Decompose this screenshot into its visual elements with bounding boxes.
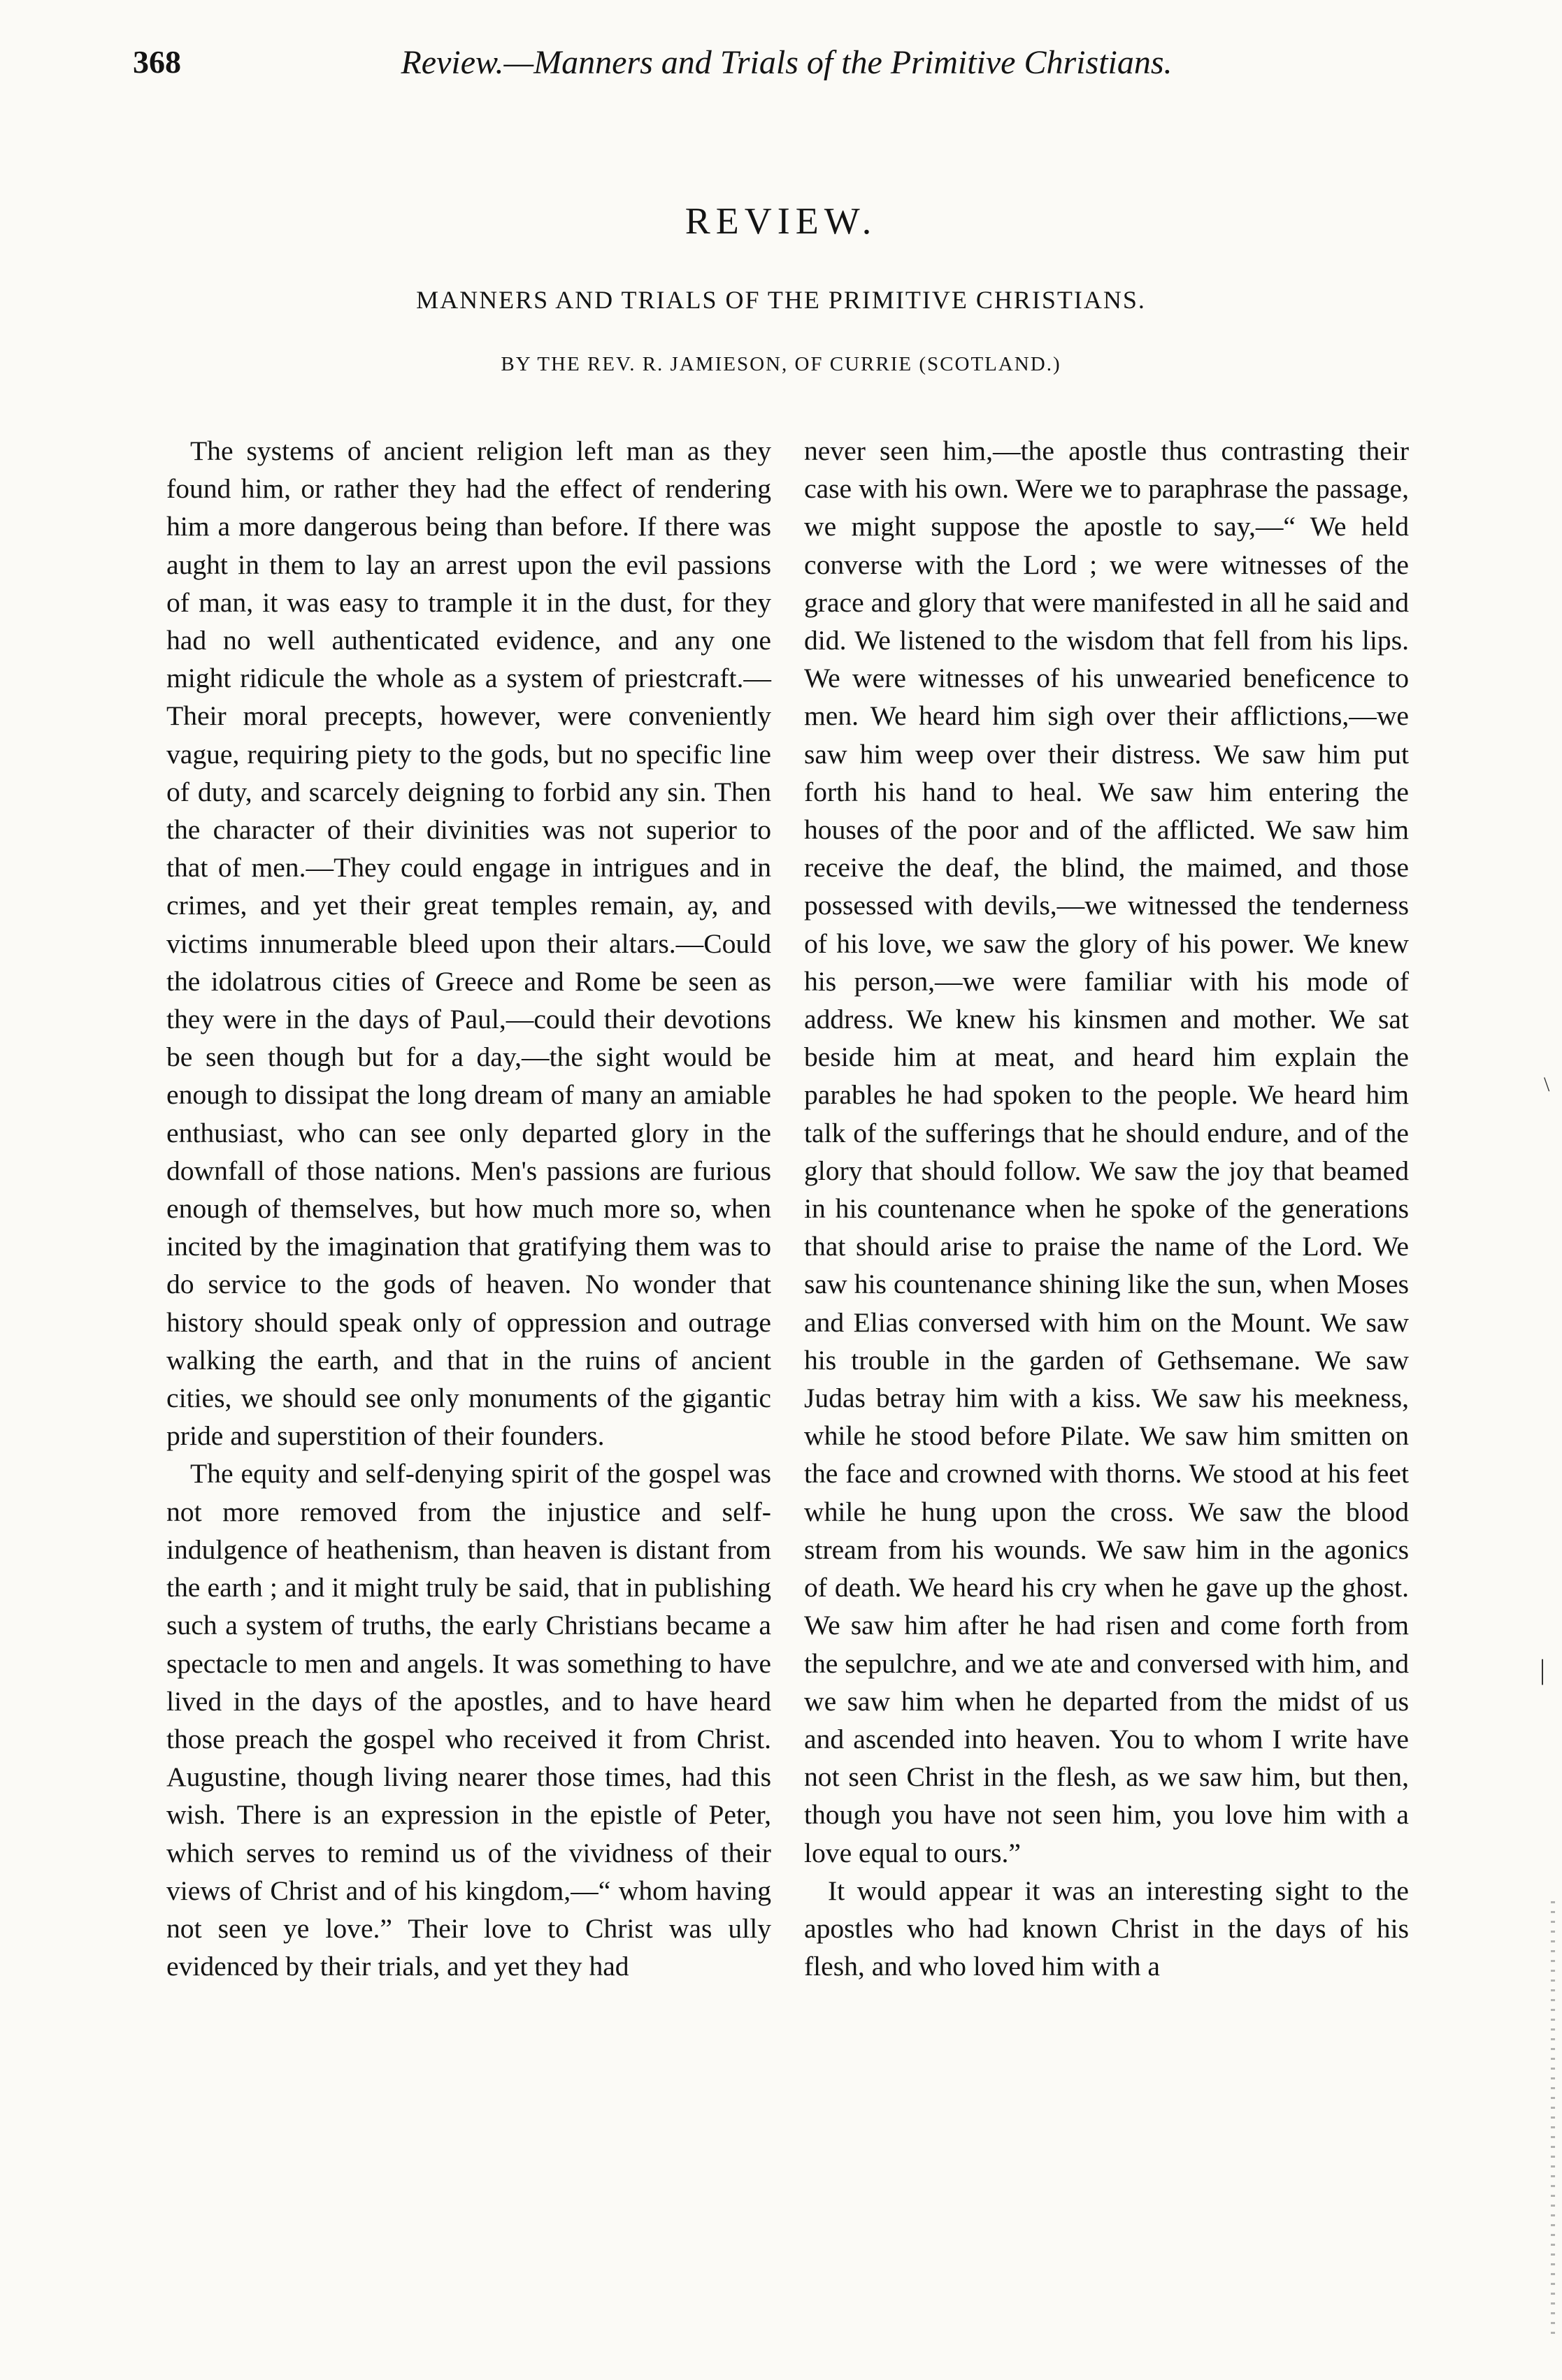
paragraph: The equity and self-denying spirit of the gospel was not more removed from the injustice and self-indulgence of heathenism, than heaven is distant from the earth ; and it might truly be said, that in publishing such a system of truths, the early Christians became a spectacle to men and angels. It was something to have lived in the days of the apostles, and to have heard those preach the gospel who received it from Christ. Augustine, though living nearer those times, had this wish. There is an expression in the epistle of Peter, which serves to remind us of the vividness of their views of Christ and of his kingdom,—“ whom having not seen ye love.” Their love to Christ was ully evidenced by their trials, and yet they had — [166, 1458, 771, 1982]
running-head-title: Review.—Manners and Trials of the Primitive Christians. — [401, 44, 1173, 81]
article-title: MANNERS AND TRIALS OF THE PRIMITIVE CHRISTIANS. — [416, 286, 1146, 314]
paragraph: It would appear it was an interesting sight to the apostles who had known Christ in the days of his flesh, and who loved him with a — [804, 1875, 1409, 1982]
right-column — [804, 432, 1409, 1985]
paragraph: never seen him,—the apostle thus contrasting their case with his own. Were we to paraphrase the passage, we might suppose the apostle to say,—“ We held converse with the Lord ; we were witnesses of the grace and glory that were manifested in all he said and did. We listened to the wisdom that fell from his lips. We were witnesses of his unwearied beneficence to men. We heard him sigh over their afflictions,—we saw him weep over their distress. We saw him put forth his hand to heal. We saw him entering the houses of the poor and of the afflicted. We saw him receive the deaf, the blind, the maimed, and those possessed with devils,—we witnessed the tenderness of his love, we saw the glory of his power. We knew his person,—we were familiar with his mode of address. We knew his kinsmen and mother. We sat beside him at meat, and heard him explain the parables he had spoken to the people. We heard him talk of the sufferings that he should endure, and of the glory that should follow. We saw the joy that beamed in his countenance when he spoke of the generations that should arise to praise the name of the Lord. We saw his countenance shining like the sun, when Moses and Elias conversed with him on the Mount. We saw his trouble in the garden of Gethsemane. We saw Judas betray him with a kiss. We saw his meekness, while he stood before Pilate. We saw him smitten on the face and crowned with thorns. We stood at his feet while he hung upon the cross. We saw the blood stream from his wounds. We saw him in the agonics of death. We heard his cry when he gave up the ghost. We saw him after he had risen and come forth from the sepulchre, and we ate and conversed with him, and we saw him when he departed from the midst of us and ascended into heaven. You to whom I write have not seen Christ in the flesh, as we saw him, but then, though you have not seen him, you love him with a love equal to ours.” — [804, 435, 1409, 1868]
page-number: 368 — [133, 44, 181, 80]
article-heading: REVIEW. — [685, 200, 877, 242]
paragraph: The systems of ancient religion left man as they found him, or rather they had the effect of rendering him a more dangerous being than before. If there was aught in them to lay an arrest upon the evil passions of man, it was easy to trample it in the dust, for they had no well authenticated evidence, and any one might ridicule the whole as a system of priestcraft.—Their moral precepts, however, were conveniently vague, requiring piety to the gods, but no specific line of duty, and scarcely deigning to forbid any sin. Then the character of their divinities was not superior to that of men.—They could engage in intrigues and in crimes, and yet their great temples remain, ay, and victims innumerable bleed upon their altars.—Could the idolatrous cities of Greece and Rome be seen as they were in the days of Paul,—could their devotions be seen though but for a day,—the sight would be enough to dissipat the long dream of many an amiable enthusiast, who can see only departed glory in the downfall of those nations. Men's passions are furious enough of themselves, but how much more so, when incited by the imagination that gratifying them was to do service to the gods of heaven. No wonder that history should speak only of oppression and outrage walking the earth, and that in the ruins of ancient cities, we should see only monuments of the gigantic pride and superstition of their founders. — [166, 435, 771, 1452]
margin-mark: | — [1540, 1654, 1546, 1685]
author-byline: BY THE REV. R. JAMIESON, OF CURRIE (SCOTLAND.) — [501, 353, 1061, 375]
scan-edge-specks — [1551, 1901, 1555, 2335]
left-column — [166, 432, 771, 1985]
margin-mark: \ — [1544, 1073, 1550, 1096]
running-head — [133, 43, 1440, 92]
